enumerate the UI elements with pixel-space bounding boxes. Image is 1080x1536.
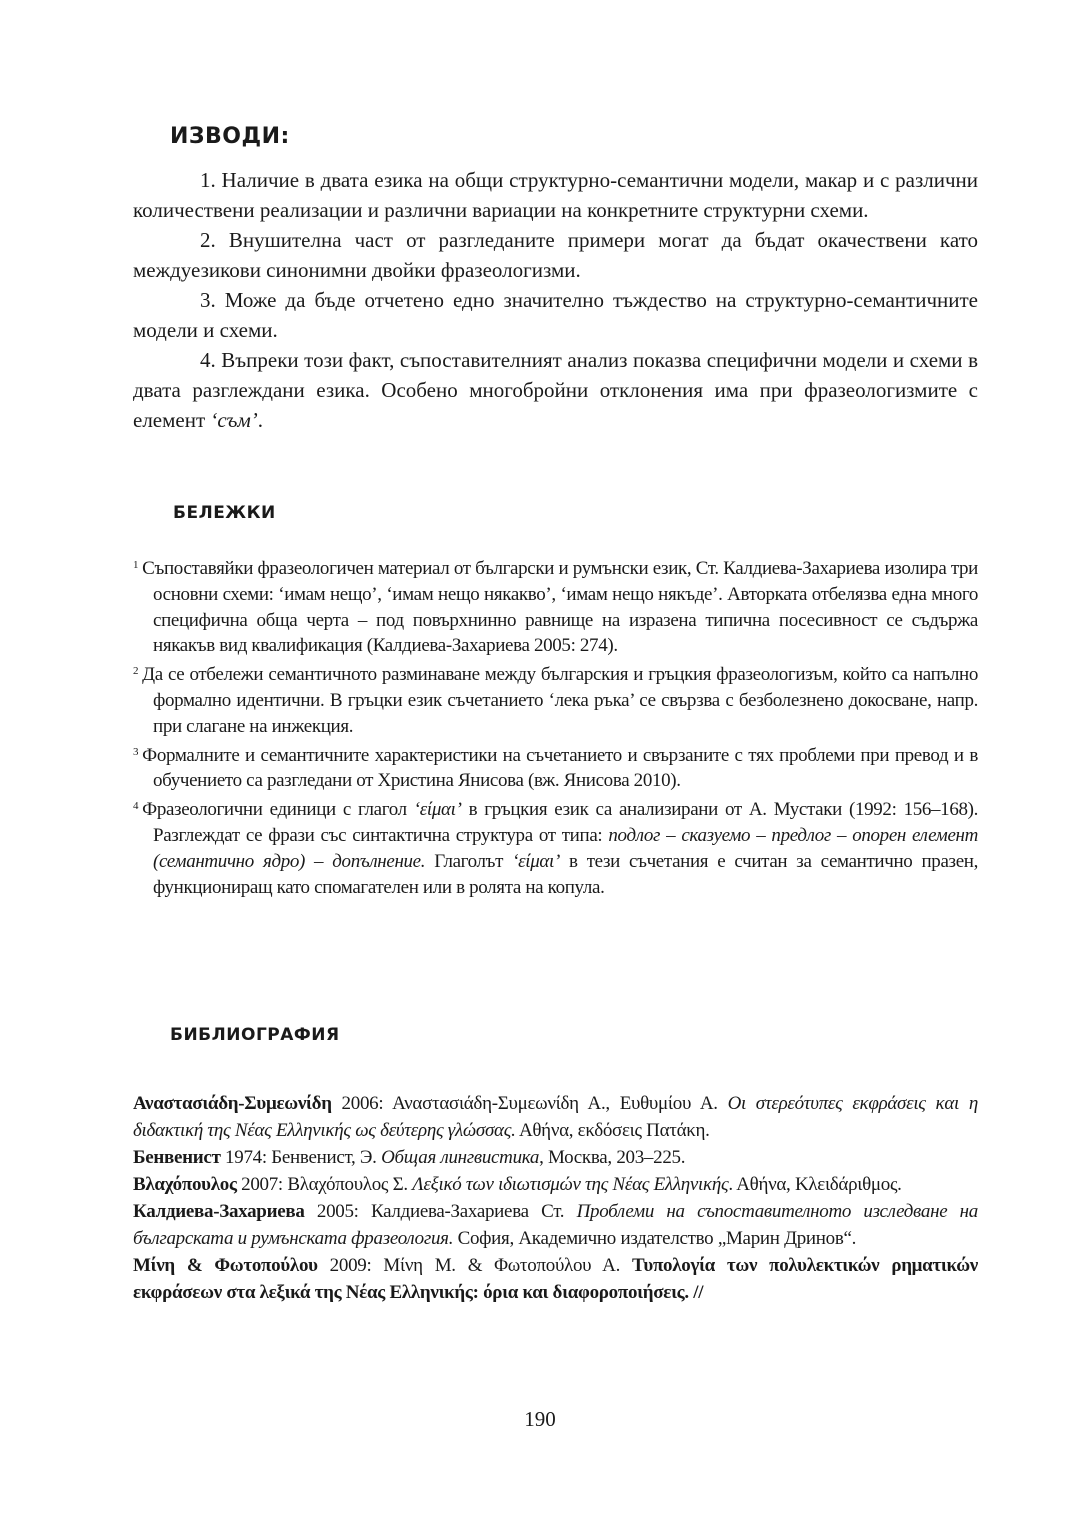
text-run: Οι στερεότυπες εκφράσεις και η διδακτική της Νέας Ελληνικής ως δεύτερης γλώσσας. bbox=[133, 1093, 978, 1141]
footnote-number: 3 bbox=[133, 745, 139, 758]
text-run: подлог – сказуемо – предлог – опорен елемент (семантично ядро) – допълнение. bbox=[153, 824, 978, 872]
text-run: Калдиева-Захариева bbox=[133, 1201, 305, 1222]
text-run: 1974: Бенвенист, Э. bbox=[220, 1147, 382, 1168]
footnote bbox=[133, 740, 978, 795]
text-run: ‘съм’ bbox=[210, 408, 258, 432]
text-run: 2005: Калдиева-Захариева Ст. bbox=[304, 1201, 577, 1222]
footnote bbox=[133, 794, 978, 900]
footnote-number: 1 bbox=[133, 559, 139, 571]
footnote bbox=[133, 553, 978, 659]
text-run: София, Академично издателство „Марин Дринов“. bbox=[453, 1228, 857, 1249]
bibliography-heading: БИБЛИОГРАФИЯ bbox=[170, 1025, 340, 1045]
text-run: 1. Наличие в двата езика на общи структурно-семантични модели, макар и с различни количествени реализации и различни вариации на конкретните структурни схеми. bbox=[133, 168, 978, 222]
footnote bbox=[133, 659, 978, 739]
conclusions-heading: ИЗВОДИ: bbox=[170, 124, 290, 149]
text-run: . Αθήνα, Κλειδάριθμος. bbox=[728, 1174, 902, 1195]
notes-heading: БЕЛЕЖКИ bbox=[173, 503, 276, 523]
footnotes bbox=[133, 553, 978, 900]
text-run: , Москва, 203–225. bbox=[539, 1147, 686, 1168]
text-run: 2007: Βλαχόπουλος Σ. bbox=[236, 1174, 413, 1195]
text-run: ‘είμαι’ bbox=[512, 850, 560, 872]
text-run: ‘είμαι’ bbox=[413, 799, 462, 821]
text-run: Глаголът bbox=[425, 850, 513, 872]
text-run: Αθήνα, εκδόσεις Πατάκη. bbox=[515, 1120, 710, 1141]
text-run: . bbox=[257, 408, 263, 432]
text-run: Λεξικό των ιδιωτισμών της Νέας Ελληνικής bbox=[412, 1174, 729, 1195]
text-run: в гръцкия език са анализирани от А. Мустаки (1992: 156–168). Разглеждат се фрази със синтактична структура от типа: bbox=[153, 799, 978, 846]
text-run: Бенвенист bbox=[133, 1147, 221, 1168]
text-run: Проблеми на съпоставителното изследване на българската и румънската фразеология. bbox=[133, 1201, 978, 1249]
bibliography-list bbox=[133, 1090, 978, 1306]
bibliography-entry bbox=[133, 1198, 978, 1252]
text-run: Βλαχόπουλος bbox=[133, 1174, 237, 1195]
conclusions-body bbox=[133, 165, 978, 435]
text-run: Съпоставяйки фразеологичен материал от български и румънски език, Ст. Калдиева-Захариева изолира три основни схеми: ‘имам нещо’, ‘имам нещо някакво’, ‘имам нещо някъде’. Авторката отбелязва една много специфична обща черта – под повърхнинно равнище на изразена типична посесивност се съдържа някакъв вид квалификация (Калдиева-Захариева 2005: 274). bbox=[142, 558, 978, 657]
text-run: 2. Внушителна част от разгледаните примери могат да бъдат окачествени като междуезикови синонимни двойки фразеологизми. bbox=[133, 228, 978, 282]
conclusion-paragraph bbox=[133, 345, 978, 435]
text-run: 2006: Αναστασιάδη-Συμεωνίδη Α., Ευθυμίου Α. bbox=[331, 1093, 728, 1114]
text-run: Да се отбележи семантичното разминаване между българския и гръцкия фразеологизъм, който са напълно формално идентични. В гръцки език съчетанието ‘лека ръка’ се свързва с безболезнено докосване, напр. при слагане на инжекция. bbox=[142, 664, 978, 737]
conclusion-paragraph bbox=[133, 225, 978, 285]
text-run: 4. Въпреки този факт, съпоставителният анализ показва специфични модели и схеми в двата разглеждани езика. Особено многобройни отклонения има при фразеологизмите с елемент bbox=[133, 348, 978, 432]
text-run: 3. Може да бъде отчетено едно значително тъждество на структурно-семантичните модели и схеми. bbox=[133, 288, 978, 342]
text-run: Αναστασιάδη-Συμεωνίδη bbox=[133, 1093, 332, 1114]
text-run: в тези съчетания е считан за семантично празен, функциониращ като спомагателен или в ролята на копула. bbox=[153, 850, 978, 898]
conclusion-paragraph bbox=[133, 165, 978, 225]
text-run: Формалните и семантичните характеристики на съчетанието и свързаните с тях проблеми при превод и в обучението са разгледани от Христина Янисова (вж. Янисова 2010). bbox=[142, 744, 978, 792]
text-run: Общая лингвистика bbox=[381, 1147, 540, 1168]
bibliography-entry bbox=[133, 1171, 978, 1198]
bibliography-entry bbox=[133, 1090, 978, 1144]
page-number: 190 bbox=[524, 1407, 556, 1431]
bibliography-entry bbox=[133, 1252, 978, 1306]
footnote-number: 2 bbox=[133, 665, 139, 678]
conclusion-paragraph bbox=[133, 285, 978, 345]
text-run: Фразеологични единици с глагол bbox=[142, 799, 414, 821]
bibliography-entry bbox=[133, 1144, 978, 1171]
text-run: Τυπολογία των πολυλεκτικών ρηματικών εκφράσεων στα λεξικά της Νέας Ελληνικής: όρια και διαφοροποιήσεις. // bbox=[133, 1255, 978, 1303]
text-run: Μίνη & Φωτοπούλου bbox=[133, 1255, 318, 1276]
footnote-number: 4 bbox=[133, 800, 139, 813]
text-run: 2009: Μίνη Μ. & Φωτοπούλου Α. bbox=[317, 1255, 633, 1276]
